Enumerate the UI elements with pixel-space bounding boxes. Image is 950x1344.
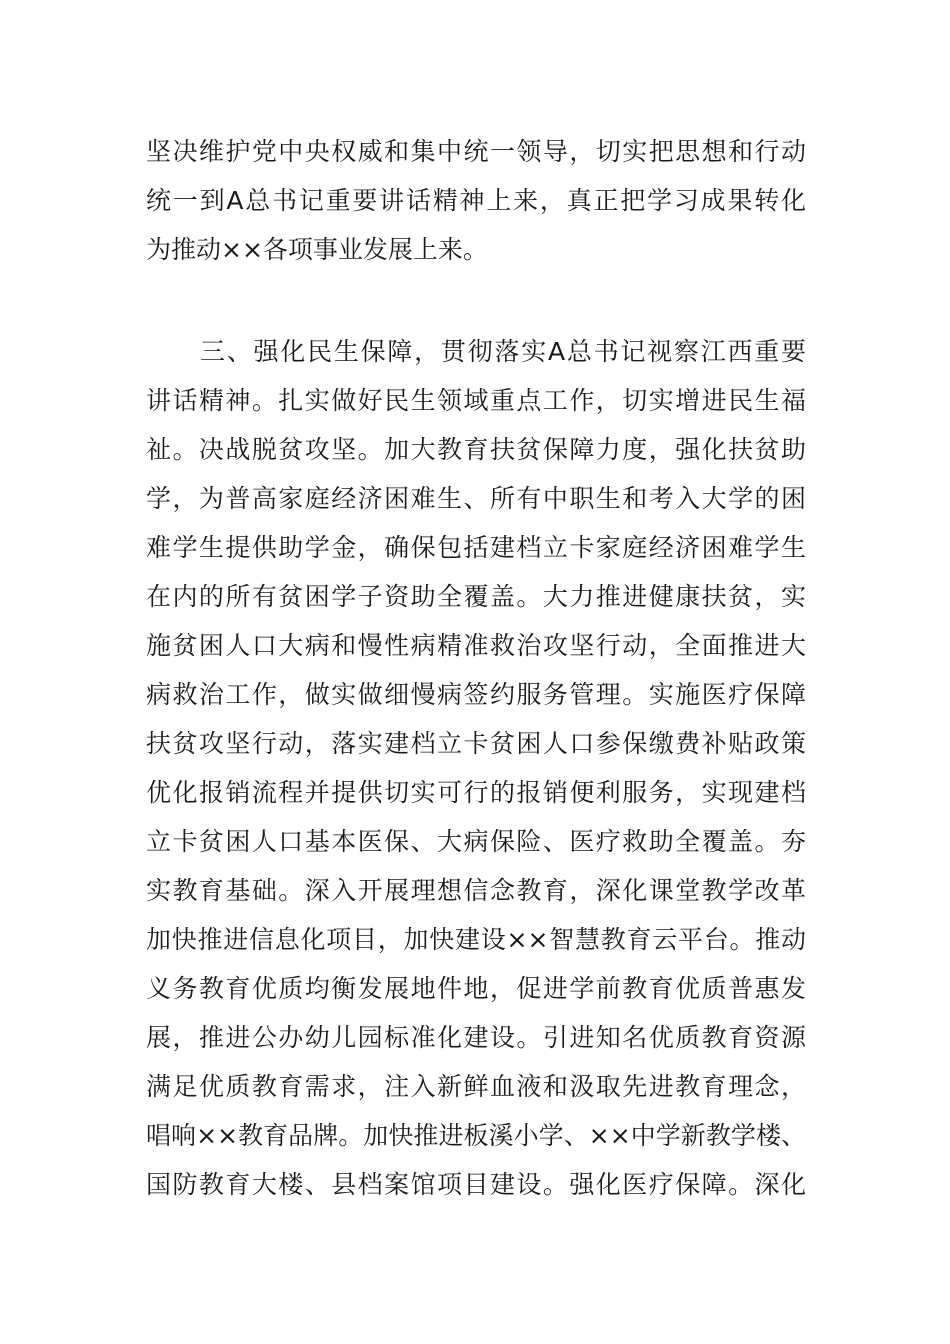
paragraph-1-line-1: 坚决维护党中央权威和集中统一领导，切实把思想和行动: [146, 137, 806, 166]
paragraph-2-line-5: 难学生提供助学金，确保包括建档立卡家庭经济困难学生: [146, 533, 806, 562]
paragraph-2-line-10: 优化报销流程并提供切实可行的报销便利服务，实现建档: [146, 778, 806, 807]
paragraph-2-line-13: 加快推进信息化项目，加快建设××智慧教育云平台。推动: [146, 925, 806, 954]
paragraph-1-line-3: 为推动××各项事业发展上来。: [146, 235, 488, 264]
paragraph-2-line-12: 实教育基础。深入开展理想信念教育，深化课堂教学改革: [146, 876, 806, 905]
paragraph-2-line-9: 扶贫攻坚行动，落实建档立卡贫困人口参保缴费补贴政策: [146, 729, 806, 758]
paragraph-2-line-7: 施贫困人口大病和慢性病精准救治攻坚行动，全面推进大: [146, 631, 806, 660]
paragraph-2-line-14: 义务教育优质均衡发展地件地，促进学前教育优质普惠发: [146, 974, 806, 1003]
paragraph-2-line-4: 学，为普高家庭经济困难生、所有中职生和考入大学的困: [146, 484, 806, 513]
paragraph-2-line-16: 满足优质教育需求，注入新鲜血液和汲取先进教育理念，: [146, 1072, 806, 1101]
paragraph-2-line-8: 病救治工作，做实做细慢病签约服务管理。实施医疗保障: [146, 680, 806, 709]
paragraph-2-line-6: 在内的所有贫困学子资助全覆盖。大力推进健康扶贫，实: [146, 582, 806, 611]
paragraph-1-line-2: 统一到A总书记重要讲话精神上来，真正把学习成果转化: [146, 186, 806, 215]
paragraph-2-line-11: 立卡贫困人口基本医保、大病保险、医疗救助全覆盖。夯: [146, 827, 806, 856]
paragraph-2-line-3: 祉。决战脱贫攻坚。加大教育扶贫保障力度，强化扶贫助: [146, 435, 806, 464]
paragraph-2-line-15: 展，推进公办幼儿园标准化建设。引进知名优质教育资源: [146, 1023, 806, 1052]
paragraph-2-line-17: 唱响××教育品牌。加快推进板溪小学、××中学新教学楼、: [146, 1121, 806, 1150]
paragraph-2-line-18: 国防教育大楼、县档案馆项目建设。强化医疗保障。深化: [146, 1170, 806, 1199]
paragraph-2-line-2: 讲话精神。扎实做好民生领域重点工作，切实增进民生福: [146, 386, 806, 415]
paragraph-2-line-1: 三、强化民生保障，贯彻落实A总书记视察江西重要: [200, 337, 806, 366]
